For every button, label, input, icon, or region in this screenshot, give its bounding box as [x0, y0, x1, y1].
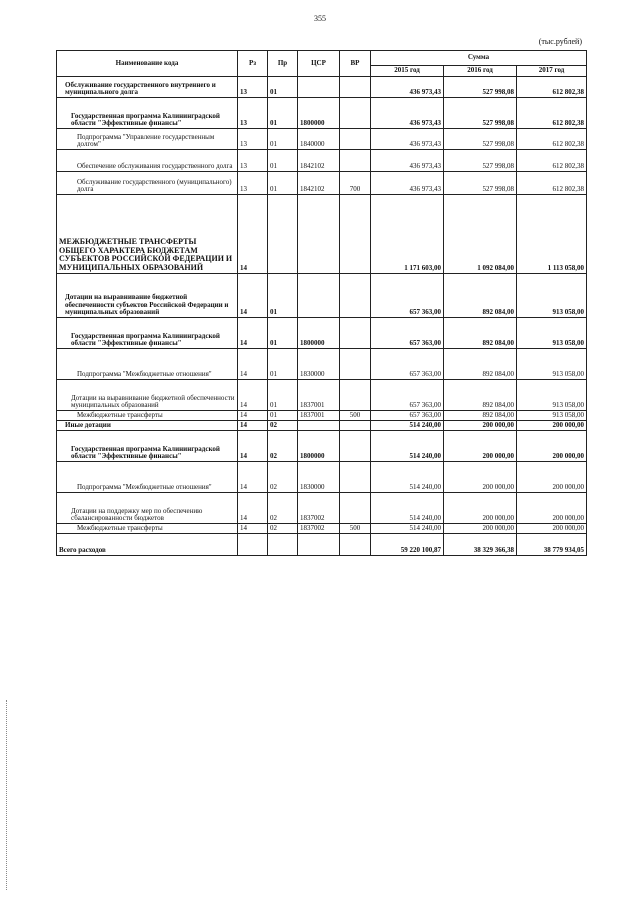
row-csr: 1837001	[298, 411, 340, 421]
total-2016: 38 329 366,38	[444, 534, 517, 556]
row-csr: 1830000	[298, 462, 340, 493]
row-2016: 892 084,00	[444, 349, 517, 380]
row-name: Государственная программа Калининградской области "Эффективные финансы"	[57, 318, 238, 349]
row-vr: 500	[340, 524, 371, 534]
row-csr: 1837002	[298, 493, 340, 524]
row-2015: 657 363,00	[371, 274, 444, 318]
row-name: Государственная программа Калининградской области "Эффективные финансы"	[57, 98, 238, 129]
row-2017: 200 000,00	[517, 431, 587, 462]
row-2017: 612 802,38	[517, 129, 587, 150]
header-vr: ВР	[340, 51, 371, 77]
row-rz: 14	[238, 349, 268, 380]
row-2015: 436 973,43	[371, 129, 444, 150]
row-csr: 1842102	[298, 172, 340, 195]
row-pr: 01	[268, 129, 298, 150]
row-pr: 02	[268, 493, 298, 524]
row-2016: 527 998,08	[444, 150, 517, 172]
row-name: Дотации на выравнивание бюджетной обеспеченности субъектов Российской Федерации и муниципальных образований	[57, 274, 238, 318]
row-pr: 02	[268, 524, 298, 534]
row-name: Межбюджетные трансферты	[57, 411, 238, 421]
row-2017: 612 802,38	[517, 172, 587, 195]
row-2016: 200 000,00	[444, 524, 517, 534]
row-vr	[340, 431, 371, 462]
row-pr: 01	[268, 380, 298, 411]
row-name: Межбюджетные трансферты	[57, 524, 238, 534]
row-2017: 612 802,38	[517, 150, 587, 172]
row-2016: 892 084,00	[444, 411, 517, 421]
row-2016: 200 000,00	[444, 462, 517, 493]
header-2015: 2015 год	[371, 66, 444, 77]
row-2017: 612 802,38	[517, 98, 587, 129]
total-2017: 38 779 934,05	[517, 534, 587, 556]
total-rz	[238, 534, 268, 556]
header-csr: ЦСР	[298, 51, 340, 77]
row-csr: 1837001	[298, 380, 340, 411]
row-vr	[340, 318, 371, 349]
row-name: Обслуживание государственного внутреннего и муниципального долга	[57, 77, 238, 98]
row-2015: 436 973,43	[371, 150, 444, 172]
row-2015: 657 363,00	[371, 318, 444, 349]
row-2015: 657 363,00	[371, 380, 444, 411]
row-pr: 01	[268, 77, 298, 98]
row-2015: 1 171 603,00	[371, 195, 444, 274]
row-2016: 200 000,00	[444, 493, 517, 524]
table-row	[57, 129, 587, 150]
table-row	[57, 380, 587, 411]
row-2017: 200 000,00	[517, 493, 587, 524]
row-pr: 01	[268, 150, 298, 172]
row-csr	[298, 195, 340, 274]
row-name: Дотации на выравнивание бюджетной обеспеченности муниципальных образований	[57, 380, 238, 411]
row-2017: 200 000,00	[517, 462, 587, 493]
table-row	[57, 462, 587, 493]
header-rz: Рз	[238, 51, 268, 77]
row-name: Дотации на поддержку мер по обеспечению сбалансированности бюджетов	[57, 493, 238, 524]
row-csr: 1837002	[298, 524, 340, 534]
row-pr: 02	[268, 421, 298, 431]
row-vr	[340, 380, 371, 411]
row-2016: 527 998,08	[444, 98, 517, 129]
row-2017: 913 058,00	[517, 274, 587, 318]
row-csr: 1800000	[298, 431, 340, 462]
row-vr: 500	[340, 411, 371, 421]
header-2017: 2017 год	[517, 66, 587, 77]
row-name: Обеспечение обслуживания государственного долга	[57, 150, 238, 172]
row-2016: 200 000,00	[444, 421, 517, 431]
total-vr	[340, 534, 371, 556]
row-csr	[298, 274, 340, 318]
row-rz: 14	[238, 493, 268, 524]
row-vr: 700	[340, 172, 371, 195]
row-2017: 913 058,00	[517, 349, 587, 380]
page-number: 355	[314, 14, 326, 23]
row-rz: 14	[238, 524, 268, 534]
table-row	[57, 150, 587, 172]
row-name: Подпрограмма "Межбюджетные отношения"	[57, 462, 238, 493]
row-rz: 13	[238, 150, 268, 172]
row-2015: 657 363,00	[371, 349, 444, 380]
row-pr: 01	[268, 318, 298, 349]
row-rz: 14	[238, 318, 268, 349]
row-rz: 13	[238, 77, 268, 98]
row-2015: 514 240,00	[371, 524, 444, 534]
row-vr	[340, 77, 371, 98]
row-2015: 514 240,00	[371, 431, 444, 462]
row-pr: 02	[268, 462, 298, 493]
row-2016: 200 000,00	[444, 431, 517, 462]
row-pr: 01	[268, 349, 298, 380]
table-row	[57, 274, 587, 318]
row-pr: 01	[268, 172, 298, 195]
row-rz: 13	[238, 98, 268, 129]
row-2015: 514 240,00	[371, 493, 444, 524]
row-rz: 14	[238, 462, 268, 493]
table-row	[57, 172, 587, 195]
row-2015: 657 363,00	[371, 411, 444, 421]
row-2016: 892 084,00	[444, 274, 517, 318]
row-csr: 1800000	[298, 318, 340, 349]
row-rz: 14	[238, 421, 268, 431]
table-row	[57, 493, 587, 524]
row-2017: 200 000,00	[517, 524, 587, 534]
row-pr	[268, 195, 298, 274]
row-2016: 527 998,08	[444, 172, 517, 195]
row-2016: 527 998,08	[444, 129, 517, 150]
row-2015: 514 240,00	[371, 421, 444, 431]
row-name: Подпрограмма "Межбюджетные отношения"	[57, 349, 238, 380]
row-rz: 14	[238, 411, 268, 421]
row-2017: 200 000,00	[517, 421, 587, 431]
row-rz: 14	[238, 195, 268, 274]
total-name: Всего расходов	[57, 534, 238, 556]
units-label: (тыс.рублей)	[538, 37, 582, 46]
row-csr: 1842102	[298, 150, 340, 172]
total-csr	[298, 534, 340, 556]
row-rz: 14	[238, 274, 268, 318]
table-row	[57, 98, 587, 129]
row-rz: 14	[238, 431, 268, 462]
row-2017: 913 058,00	[517, 318, 587, 349]
row-csr: 1830000	[298, 349, 340, 380]
header-pr: Пр	[268, 51, 298, 77]
total-row	[57, 534, 587, 556]
row-2017: 1 113 058,00	[517, 195, 587, 274]
budget-table	[56, 50, 587, 556]
table-row	[57, 77, 587, 98]
row-2017: 913 058,00	[517, 411, 587, 421]
row-vr	[340, 98, 371, 129]
header-name: Наименование кода	[57, 51, 238, 77]
row-2016: 1 092 084,00	[444, 195, 517, 274]
row-csr: 1840000	[298, 129, 340, 150]
row-pr: 01	[268, 411, 298, 421]
row-vr	[340, 150, 371, 172]
row-pr: 01	[268, 274, 298, 318]
header-sum: Сумма	[371, 51, 587, 66]
row-csr	[298, 77, 340, 98]
row-2015: 436 973,43	[371, 98, 444, 129]
row-pr: 02	[268, 431, 298, 462]
table-row	[57, 318, 587, 349]
row-2016: 892 084,00	[444, 380, 517, 411]
row-name: Обслуживание государственного (муниципального) долга	[57, 172, 238, 195]
row-2016: 527 998,08	[444, 77, 517, 98]
table-row	[57, 349, 587, 380]
row-2016: 892 084,00	[444, 318, 517, 349]
row-vr	[340, 462, 371, 493]
row-2015: 514 240,00	[371, 462, 444, 493]
row-csr: 1800000	[298, 98, 340, 129]
row-pr: 01	[268, 98, 298, 129]
row-name: Государственная программа Калининградской области "Эффективные финансы"	[57, 431, 238, 462]
table-row	[57, 195, 587, 274]
row-name: МЕЖБЮДЖЕТНЫЕ ТРАНСФЕРТЫ ОБЩЕГО ХАРАКТЕРА БЮДЖЕТАМ СУБЪЕКТОВ РОССИЙСКОЙ ФЕДЕРАЦИИ И МУНИЦИПАЛЬНЫХ ОБРАЗОВАНИЙ	[57, 195, 238, 274]
total-2015: 59 220 100,87	[371, 534, 444, 556]
row-name: Иные дотации	[57, 421, 238, 431]
row-2015: 436 973,43	[371, 77, 444, 98]
row-vr	[340, 129, 371, 150]
binding-margin-marks	[6, 700, 8, 890]
row-rz: 13	[238, 172, 268, 195]
row-csr	[298, 421, 340, 431]
header-2016: 2016 год	[444, 66, 517, 77]
row-2015: 436 973,43	[371, 172, 444, 195]
row-vr	[340, 274, 371, 318]
table-row	[57, 524, 587, 534]
row-vr	[340, 349, 371, 380]
row-2017: 612 802,38	[517, 77, 587, 98]
table-row	[57, 411, 587, 421]
row-vr	[340, 493, 371, 524]
row-rz: 14	[238, 380, 268, 411]
row-vr	[340, 195, 371, 274]
table-row	[57, 421, 587, 431]
row-name: Подпрограмма "Управление государственным долгом"	[57, 129, 238, 150]
table-row	[57, 431, 587, 462]
total-pr	[268, 534, 298, 556]
row-rz: 13	[238, 129, 268, 150]
row-2017: 913 058,00	[517, 380, 587, 411]
row-vr	[340, 421, 371, 431]
